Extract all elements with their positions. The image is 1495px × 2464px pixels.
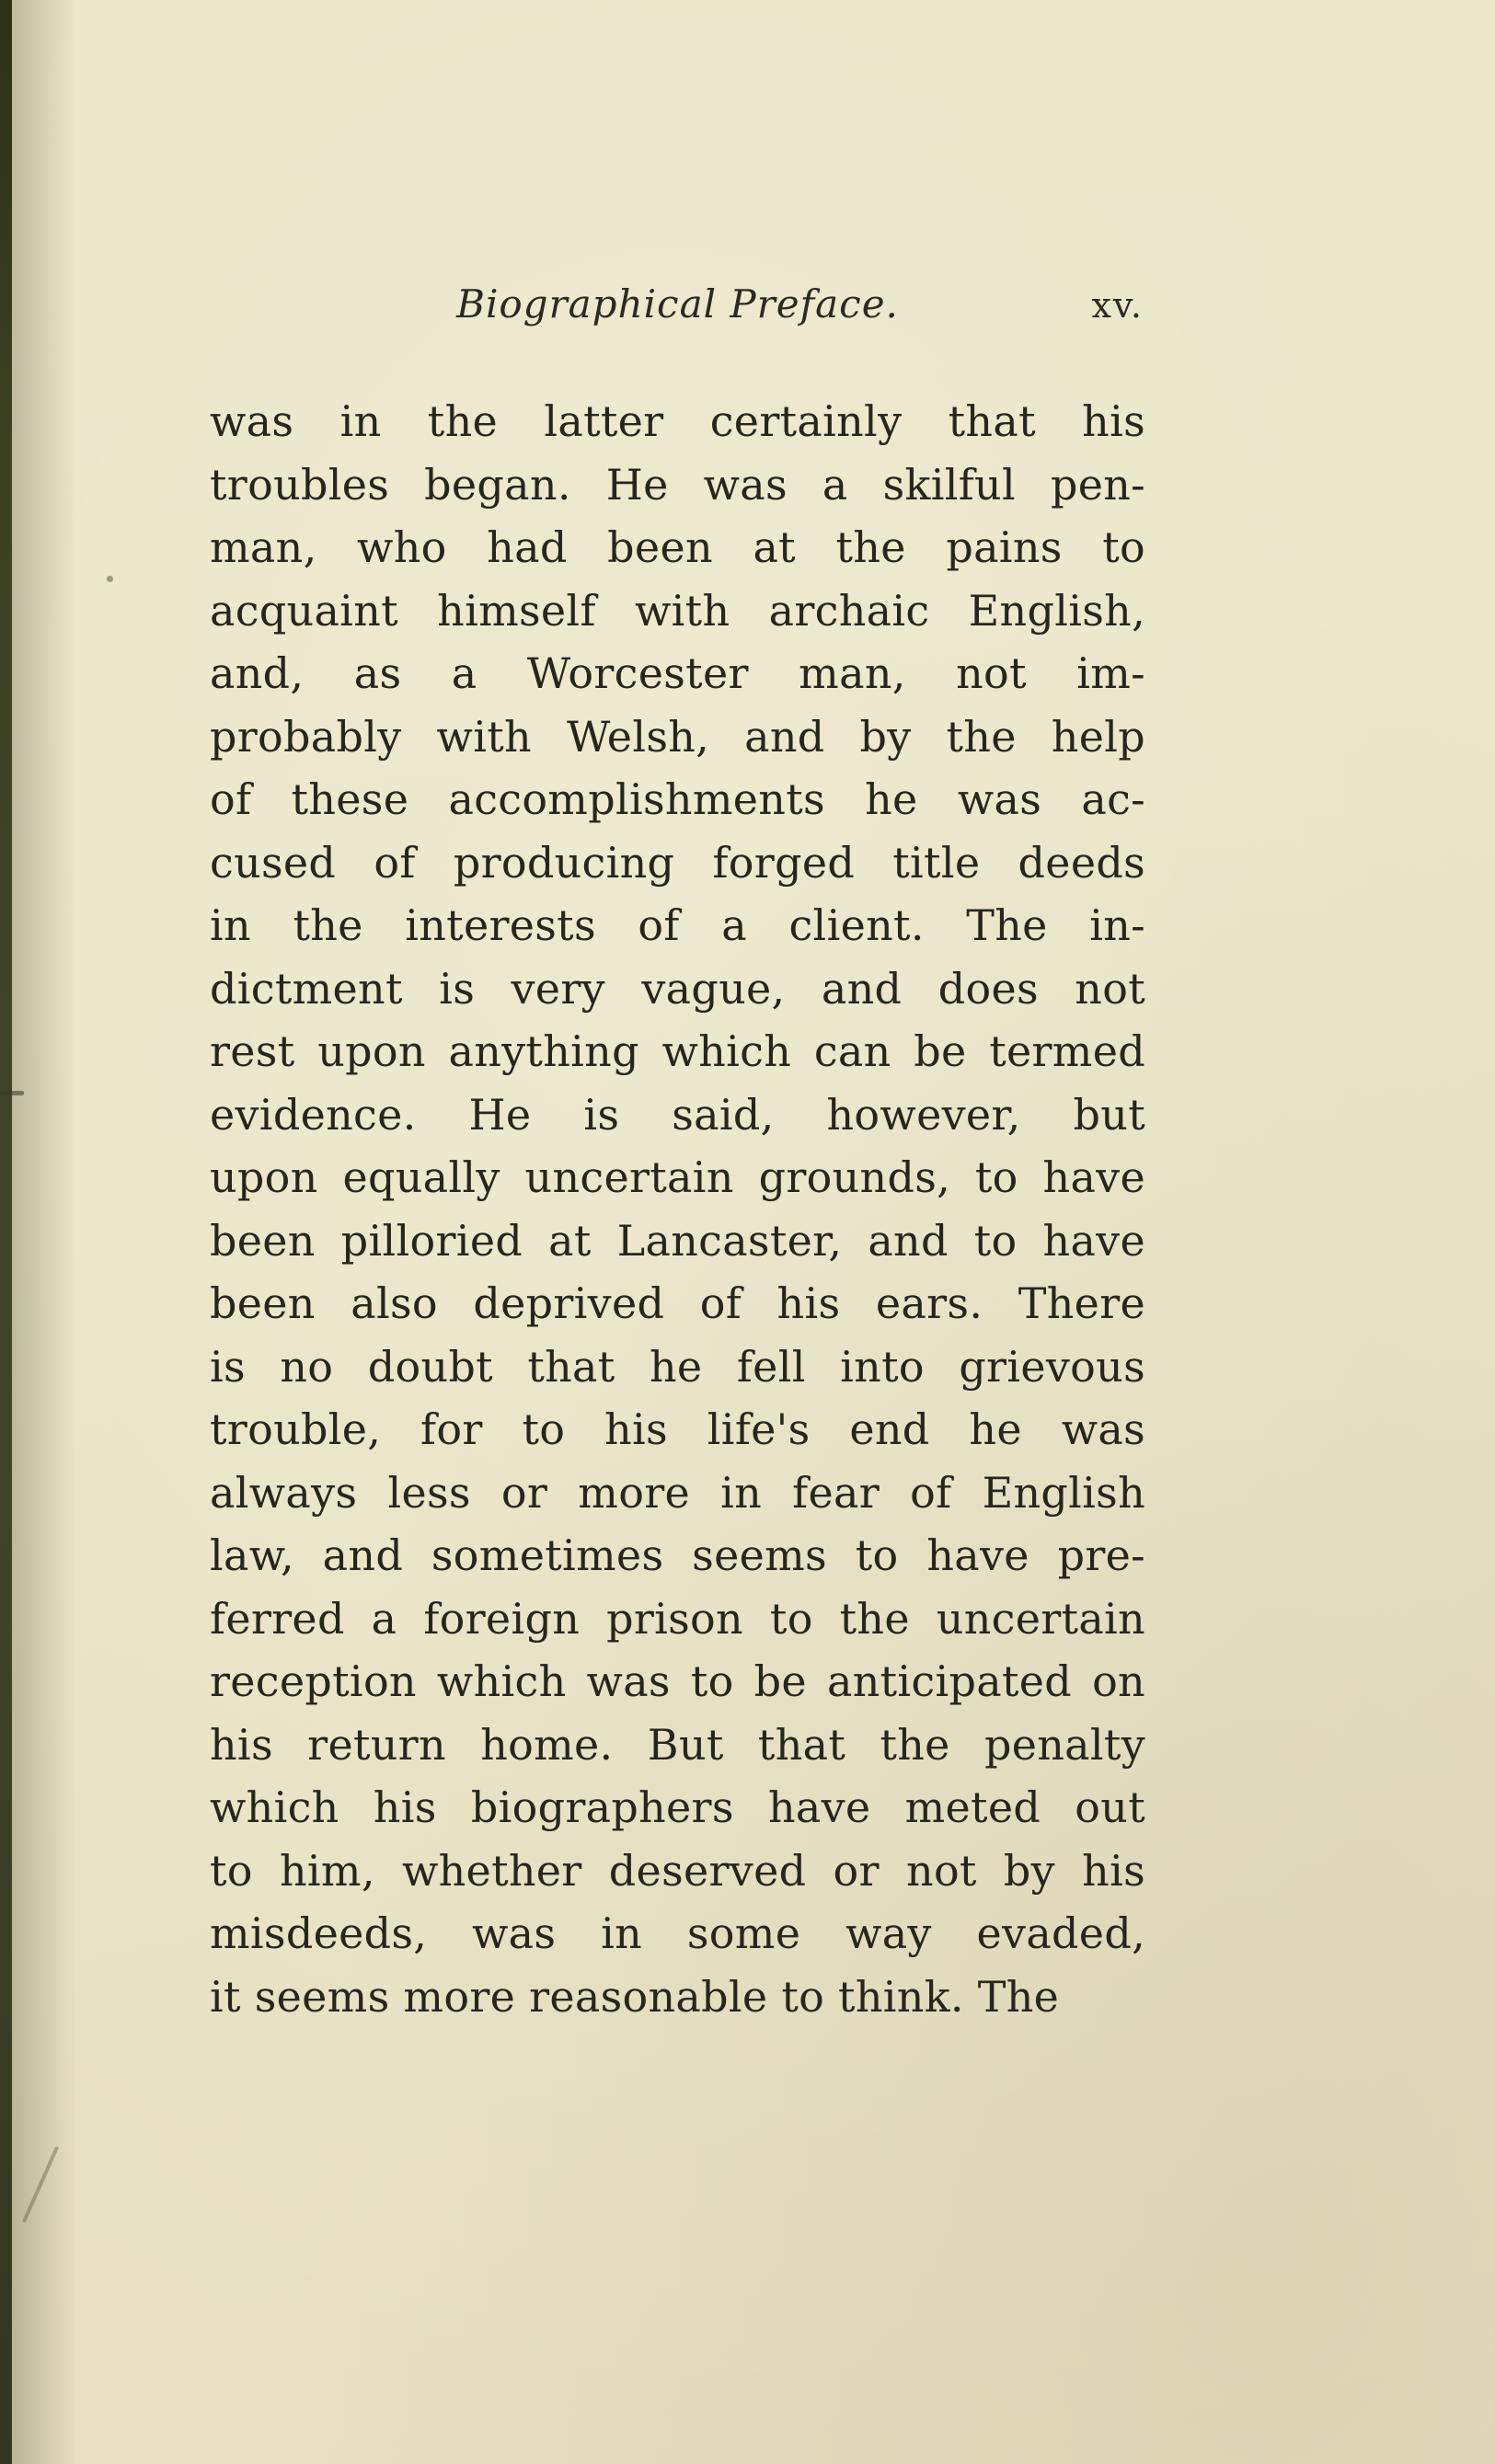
text-line: and, as a Worcester man, not im-	[210, 648, 1145, 698]
text-line: of these accomplishments he was ac-	[210, 774, 1145, 824]
text-line: his return home. But that the penalty	[210, 1719, 1145, 1770]
page-number: xv.	[1091, 285, 1144, 326]
scan-artifact	[107, 576, 113, 582]
text-line: dictment is very vague, and does not	[210, 963, 1145, 1014]
text-line: been also deprived of his ears. There	[210, 1278, 1145, 1328]
text-line: probably with Welsh, and by the help	[210, 711, 1145, 762]
text-line: always less or more in fear of English	[210, 1467, 1145, 1518]
text-line: to him, whether deserved or not by his	[210, 1845, 1145, 1896]
body-text	[210, 390, 1145, 2028]
spine-shadow	[12, 0, 76, 2464]
running-header	[210, 281, 1145, 337]
text-line: acquaint himself with archaic English,	[210, 585, 1145, 636]
scan-artifact	[0, 1091, 24, 1095]
text-line: law, and sometimes seems to have pre-	[210, 1530, 1145, 1580]
text-line: ferred a foreign prison to the uncertain	[210, 1593, 1145, 1644]
text-line: been pilloried at Lancaster, and to have	[210, 1215, 1145, 1266]
text-line: was in the latter certainly that his	[210, 396, 1145, 446]
text-line: is no doubt that he fell into grievous	[210, 1341, 1145, 1392]
text-line: trouble, for to his life's end he was	[210, 1404, 1145, 1454]
text-line: evidence. He is said, however, but	[210, 1089, 1145, 1140]
text-line: upon equally uncertain grounds, to have	[210, 1152, 1145, 1202]
page-left-edge	[0, 0, 12, 2464]
text-line: man, who had been at the pains to	[210, 522, 1145, 572]
text-line: reception which was to be anticipated on	[210, 1656, 1145, 1706]
text-line: misdeeds, was in some way evaded,	[210, 1908, 1145, 1958]
text-line: troubles began. He was a skilful pen-	[210, 459, 1145, 510]
running-header-title: Biographical Preface.	[456, 281, 899, 327]
text-line: rest upon anything which can be termed	[210, 1026, 1145, 1076]
text-line: in the interests of a client. The in-	[210, 900, 1145, 950]
text-line: which his biographers have meted out	[210, 1782, 1145, 1832]
text-line: cused of producing forged title deeds	[210, 837, 1145, 888]
text-line: it seems more reasonable to think. The	[210, 1971, 1060, 2022]
scan-artifact	[22, 2146, 59, 2223]
